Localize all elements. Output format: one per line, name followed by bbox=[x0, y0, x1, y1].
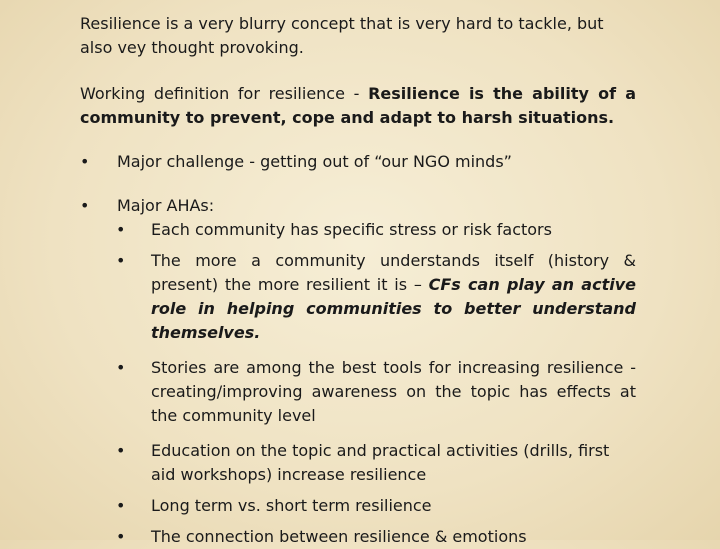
sub-bullet-item bbox=[116, 525, 636, 549]
bullet-icon: • bbox=[116, 496, 126, 515]
bullet-item bbox=[80, 194, 636, 218]
sub-bullet-item bbox=[116, 439, 636, 487]
bullet-icon: • bbox=[80, 196, 90, 215]
bullet-text: Major AHAs: bbox=[117, 196, 215, 215]
sub-bullet-text: Education on the topic and practical activities (drills, first aid workshops) increase resilience bbox=[151, 441, 610, 484]
sub-bullet-emphasis: CFs can play an active role in helping communities to better understand themselves. bbox=[151, 275, 636, 342]
bullet-text: Major challenge - getting out of “our NGO minds” bbox=[117, 152, 512, 171]
bullet-icon: • bbox=[116, 251, 126, 270]
sub-bullet-text: The connection between resilience & emotions bbox=[151, 527, 527, 546]
bullet-icon: • bbox=[80, 152, 90, 171]
bullet-icon: • bbox=[116, 527, 126, 546]
sub-bullet-text: Each community has specific stress or risk factors bbox=[151, 220, 552, 239]
definition-bold: Resilience is the ability of a community to prevent, cope and adapt to harsh situations. bbox=[80, 84, 636, 127]
sub-bullet-text bbox=[151, 249, 636, 345]
sub-bullet-text: Long term vs. short term resilience bbox=[151, 496, 432, 515]
intro-paragraph: Resilience is a very blurry concept that is very hard to tackle, but also vey thought provoking. bbox=[80, 14, 604, 57]
bullet-item bbox=[80, 150, 636, 174]
sub-bullet-item bbox=[116, 249, 636, 345]
sub-bullet-item bbox=[116, 356, 636, 428]
bullet-icon: • bbox=[116, 220, 126, 239]
definition-paragraph bbox=[80, 82, 636, 130]
bullet-icon: • bbox=[116, 441, 126, 460]
sub-bullet-item bbox=[116, 494, 636, 518]
definition-lead: Working definition for resilience - bbox=[80, 84, 369, 103]
sub-bullet-item bbox=[116, 218, 636, 242]
bullet-icon: • bbox=[116, 358, 126, 377]
slide-content bbox=[80, 12, 636, 549]
sub-bullet-text: Stories are among the best tools for increasing resilience - creating/improving awareness on the topic has effects at the community level bbox=[151, 358, 636, 425]
sub-bullet-plain: The more a community understands itself (history & present) the more resilient it is – bbox=[151, 251, 636, 294]
